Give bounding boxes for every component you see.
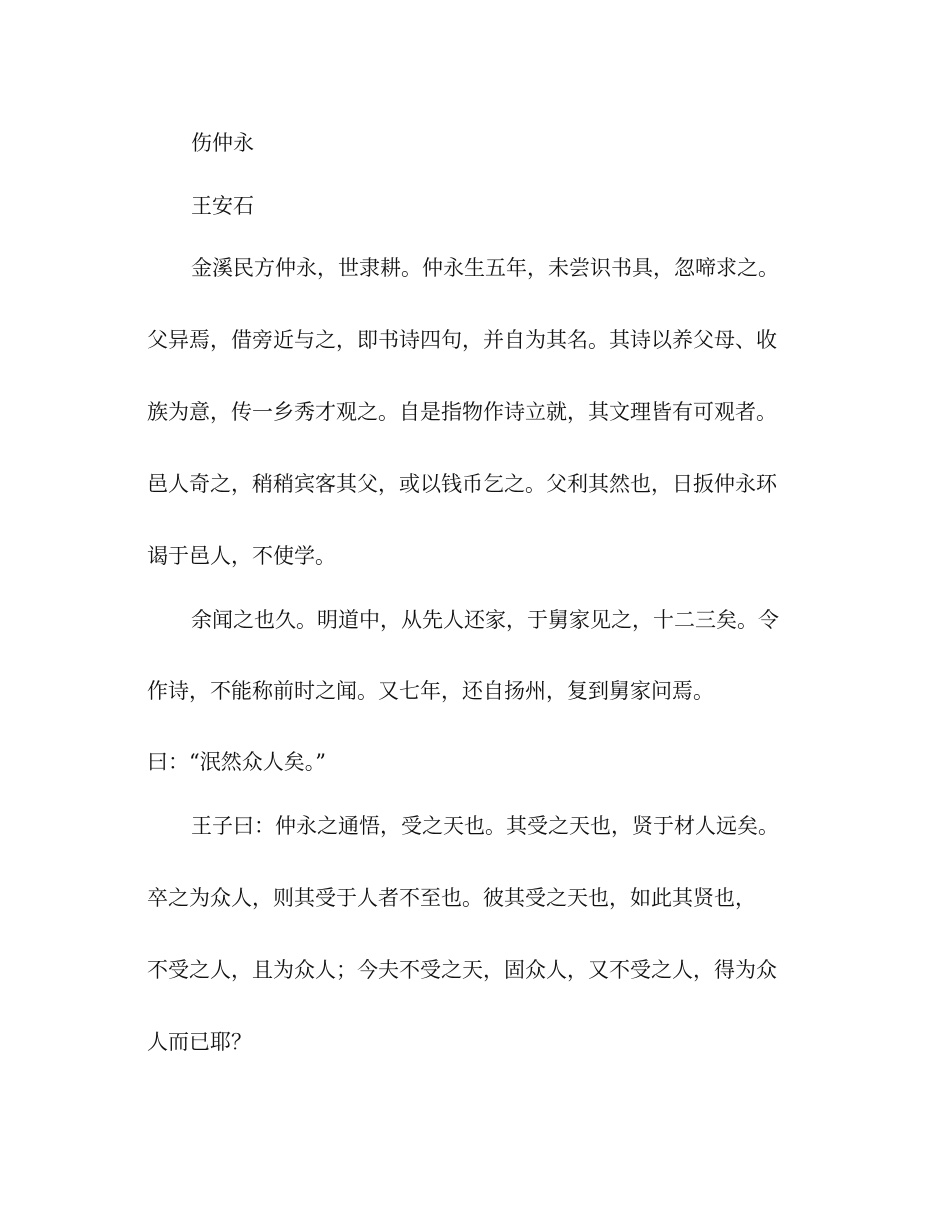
paragraph-line: 卒之为众人，则其受于人者不至也。彼其受之天也，如此其贤也， xyxy=(147,886,756,910)
paragraph-line: 父异焉，借旁近与之，即书诗四句，并自为其名。其诗以养父母、收 xyxy=(147,328,777,352)
paragraph-line: 王子曰：仲永之通悟，受之天也。其受之天也，贤于材人远矣。 xyxy=(191,814,779,838)
paragraph-line: 作诗，不能称前时之闻。又七年，还自扬州，复到舅家问焉。 xyxy=(147,679,714,703)
paragraph-line: 族为意，传一乡秀才观之。自是指物作诗立就，其文理皆有可观者。 xyxy=(147,400,777,424)
paragraph-line: 余闻之也久。明道中，从先人还家，于舅家见之，十二三矣。令 xyxy=(191,608,779,632)
document-author: 王安石 xyxy=(191,194,254,218)
paragraph-line: 邑人奇之，稍稍宾客其父，或以钱币乞之。父利其然也，日扳仲永环 xyxy=(147,472,777,496)
paragraph-line: 曰：“泯然众人矣。” xyxy=(147,750,326,774)
paragraph-line: 人而已耶？ xyxy=(147,1030,252,1054)
paragraph-line: 金溪民方仲永，世隶耕。仲永生五年，未尝识书具，忽啼求之。 xyxy=(191,256,779,280)
paragraph-line: 谒于邑人，不使学。 xyxy=(147,544,336,568)
document-title: 伤仲永 xyxy=(191,131,254,155)
paragraph-line: 不受之人，且为众人；今夫不受之天，固众人，又不受之人，得为众 xyxy=(147,958,777,982)
